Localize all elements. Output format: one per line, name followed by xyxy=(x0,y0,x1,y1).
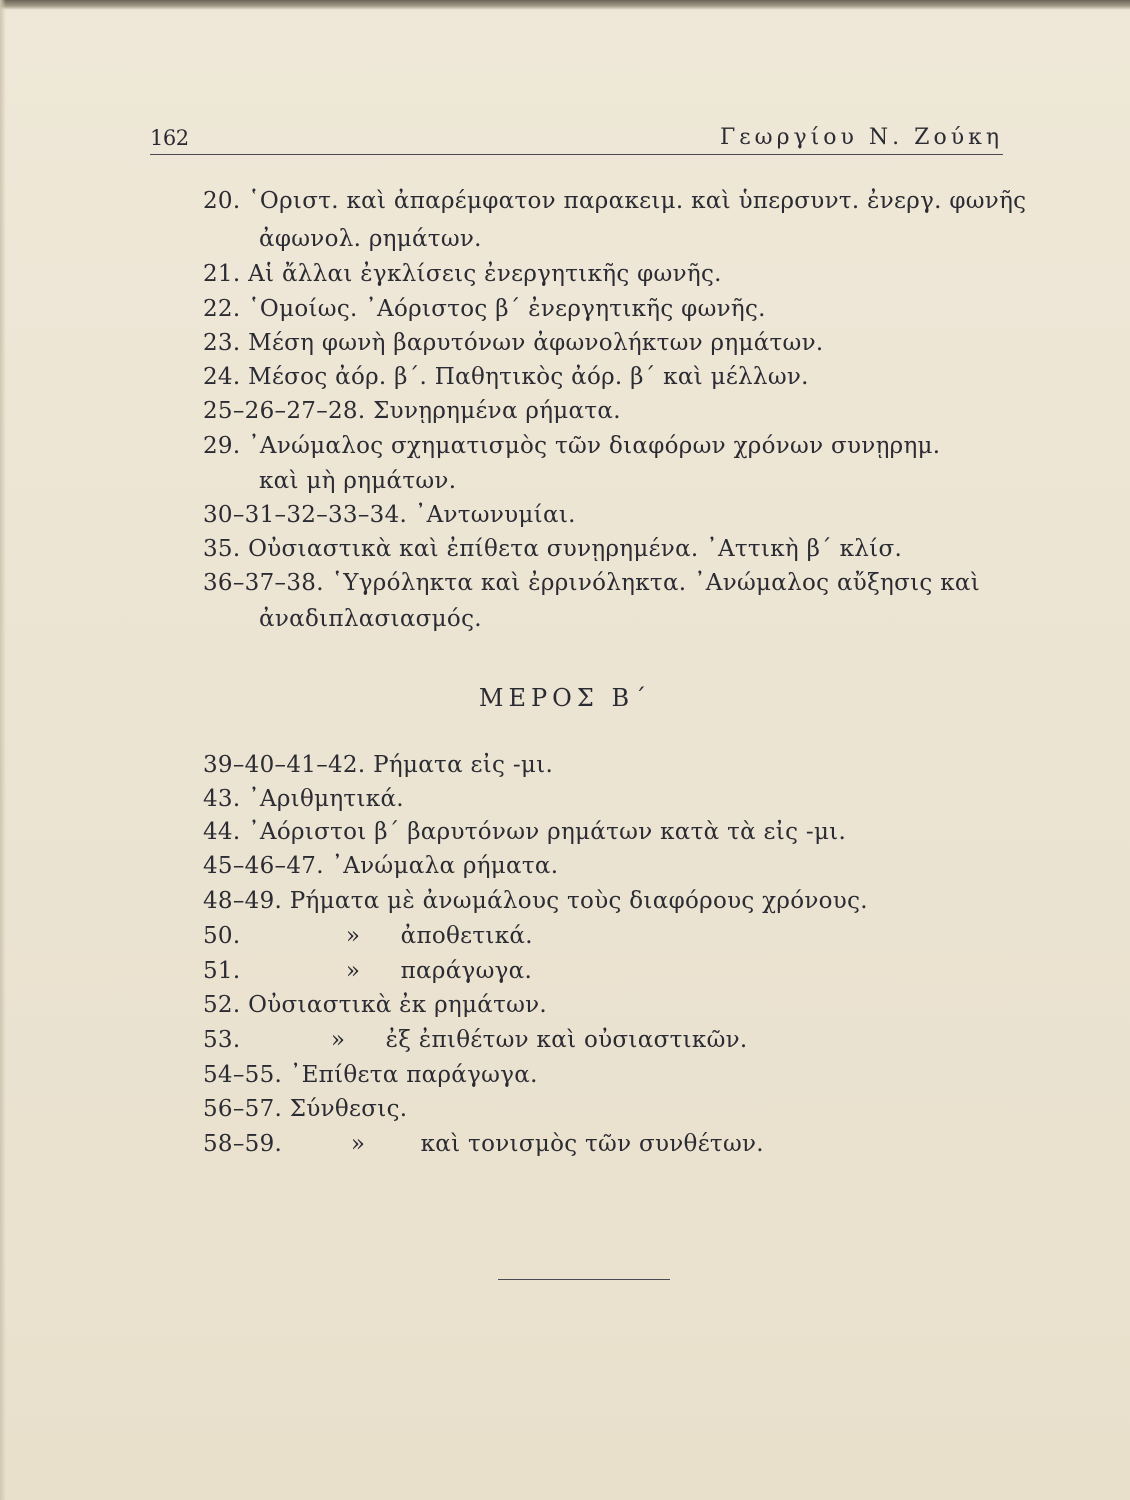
toc-entry-36-38: 36–37–38. ῾Υγρόληκτα καὶ ἐρρινόληκτα. ᾿Ανώμαλος αὔξησις καὶ xyxy=(203,570,981,596)
ditto-mark: » xyxy=(345,958,361,984)
toc-entry-29-continued: καὶ μὴ ρημάτων. xyxy=(259,468,457,494)
running-head-title: Γεωργίου Ν. Ζούκη xyxy=(720,125,1003,150)
toc-entry-25-28: 25–26–27–28. Συνῃρημένα ρήματα. xyxy=(203,398,621,424)
toc-entry-56-57: 56–57. Σύνθεσις. xyxy=(203,1096,408,1122)
toc-entry-48-49: 48–49. Ρήματα μὲ ἀνωμάλους τοὺς διαφόρους χρόνους. xyxy=(203,888,868,914)
page-number: 162 xyxy=(150,126,189,150)
toc-entry-51: 51. » παράγωγα. xyxy=(203,958,533,984)
toc-entry-23: 23. Μέση φωνὴ βαρυτόνων ἀφωνολήκτων ρημάτων. xyxy=(203,330,824,356)
ditto-mark: » xyxy=(350,1131,366,1157)
running-head xyxy=(150,118,1003,155)
toc-entry-43: 43. ᾿Αριθμητικά. xyxy=(203,786,404,812)
toc-entry-21: 21. Αἱ ἄλλαι ἐγκλίσεις ἐνεργητικῆς φωνῆς. xyxy=(203,261,722,287)
ditto-mark: » xyxy=(345,923,361,949)
toc-entry-53: 53. » ἐξ ἐπιθέτων καὶ οὐσιαστικῶν. xyxy=(203,1027,748,1053)
toc-entry-29: 29. ᾿Ανώμαλος σχηματισμὸς τῶν διαφόρων χρόνων συνῃρημ. xyxy=(203,433,941,459)
toc-entry-44: 44. ᾿Αόριστοι β΄ βαρυτόνων ρημάτων κατὰ τὰ εἰς -μι. xyxy=(203,819,847,845)
toc-entry-30-34: 30–31–32–33–34. ᾿Αντωνυμίαι. xyxy=(203,502,576,528)
toc-entry-22: 22. ῾Ομοίως. ᾿Αόριστος β΄ ἐνεργητικῆς φωνῆς. xyxy=(203,296,766,322)
section-heading: ΜΕΡΟΣ Β΄ xyxy=(478,684,652,712)
toc-entry-58-59: 58–59. » καὶ τονισμὸς τῶν συνθέτων. xyxy=(203,1131,764,1157)
toc-entry-50: 50. » ἀποθετικά. xyxy=(203,923,533,949)
toc-entry-54-55: 54–55. ᾿Επίθετα παράγωγα. xyxy=(203,1062,538,1088)
toc-entry-20: 20. ῾Οριστ. καὶ ἀπαρέμφατον παρακειμ. καὶ ὑπερσυντ. ἐνεργ. φωνῆς xyxy=(203,188,1027,214)
page-gutter-shadow xyxy=(0,0,6,1500)
toc-entry-20-continued: ἀφωνολ. ρημάτων. xyxy=(259,226,482,252)
toc-entry-45-47: 45–46–47. ᾿Ανώμαλα ρήματα. xyxy=(203,853,559,879)
toc-entry-52: 52. Οὐσιαστικὰ ἐκ ρημάτων. xyxy=(203,992,548,1018)
toc-entry-36-38-continued: ἀναδιπλασιασμός. xyxy=(259,606,482,632)
toc-entry-39-42: 39–40–41–42. Ρήματα εἰς -μι. xyxy=(203,752,554,778)
toc-entry-24: 24. Μέσος ἀόρ. β΄. Παθητικὸς ἀόρ. β΄ καὶ μέλλων. xyxy=(203,364,809,390)
closing-rule xyxy=(498,1279,670,1280)
ditto-mark: » xyxy=(330,1027,346,1053)
page-top-edge xyxy=(0,0,1130,10)
toc-entry-35: 35. Οὐσιαστικὰ καὶ ἐπίθετα συνῃρημένα. ᾿Αττικὴ β΄ κλίσ. xyxy=(203,536,903,562)
